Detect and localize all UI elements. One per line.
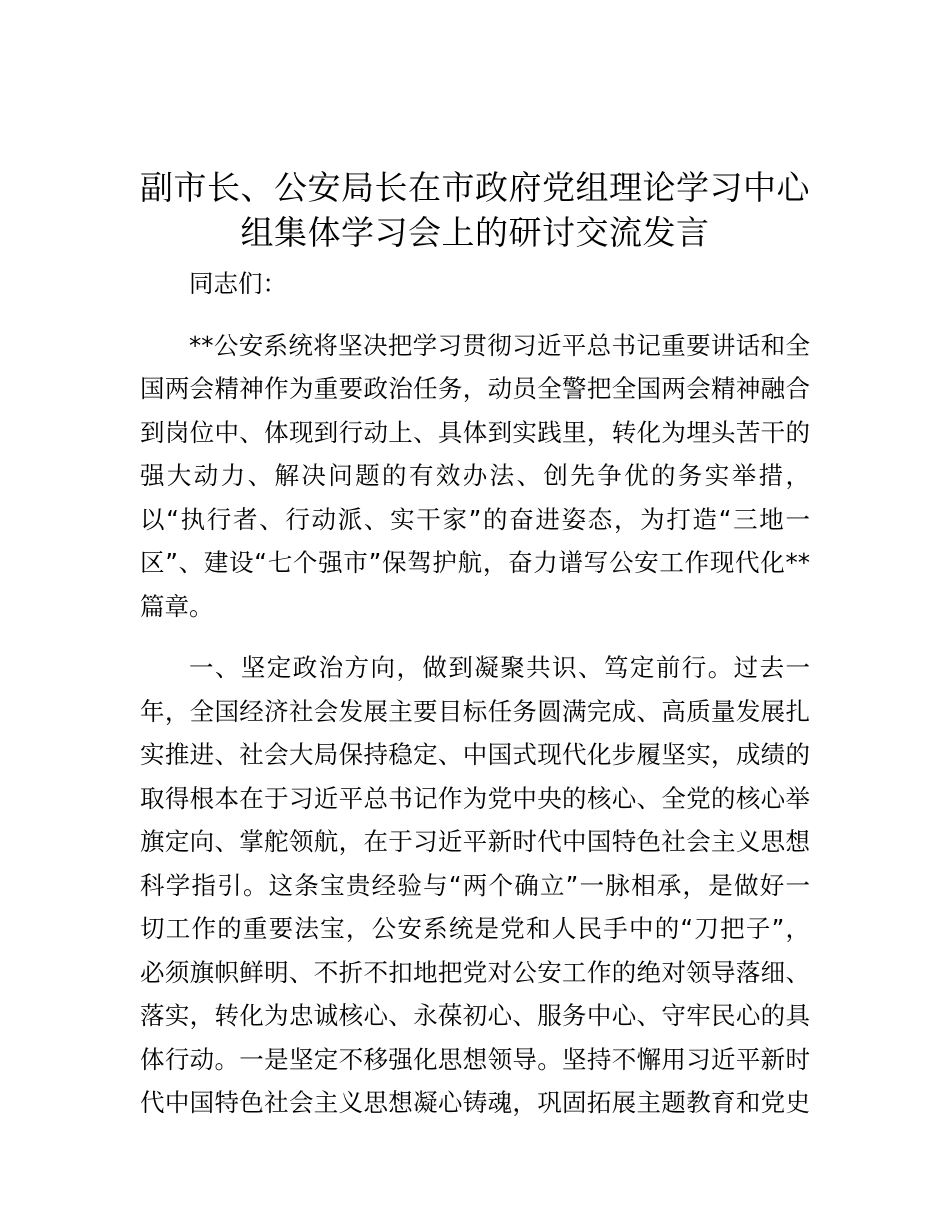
title-line-1: 副市长、公安局长在市政府党组理论学习中心 (140, 168, 810, 207)
paragraph-2-line: 旗定向、掌舵领航，在于习近平新时代中国特色社会主义思想 (140, 827, 810, 856)
paragraph-gap (140, 628, 810, 646)
paragraph-1-line: 区”、建设“七个强市”保驾护航，奋力谱写公安工作现代化** (140, 548, 810, 577)
title-line-2: 组集体学习会上的研讨交流发言 (240, 213, 710, 252)
paragraph-2-line: 切工作的重要法宝，公安系统是党和人民手中的“刀把子”， (140, 914, 810, 943)
paragraph-2-line: 科学指引。这条宝贵经验与“两个确立”一脉相承，是做好一 (140, 870, 810, 900)
salutation: 同志们： (189, 269, 287, 298)
paragraph-1-line: 到岗位中、体现到行动上、具体到实践里，转化为埋头苦干的 (140, 417, 810, 447)
paragraph-2-line: 体行动。一是坚定不移强化思想领导。坚持不懈用习近平新时 (140, 1044, 810, 1074)
document-body (140, 262, 810, 1125)
paragraph-2-line: 年，全国经济社会发展主要目标任务圆满完成、高质量发展扎 (140, 696, 810, 726)
paragraph-1-line: 强大动力、解决问题的有效办法、创先争优的务实举措， (140, 461, 810, 490)
paragraph-2-line: 落实，转化为忠诚核心、永葆初心、服务中心、守牢民心的具 (140, 1001, 810, 1030)
paragraph-1-line: 篇章。 (140, 591, 214, 621)
paragraph-gap (140, 306, 810, 324)
paragraph-1-line: 国两会精神作为重要政治任务，动员全警把全国两会精神融合 (140, 374, 810, 403)
paragraph-2-line: 实推进、社会大局保持稳定、中国式现代化步履坚实，成绩的 (140, 740, 810, 769)
paragraph-1-line: 以“执行者、行动派、实干家”的奋进姿态，为打造“三地一 (140, 504, 810, 534)
paragraph-2-line: 代中国特色社会主义思想凝心铸魂，巩固拓展主题教育和党史 (140, 1088, 810, 1117)
paragraph-1-line: **公安系统将坚决把学习贯彻习近平总书记重要讲话和全 (189, 330, 810, 360)
paragraph-2-line: 取得根本在于习近平总书记作为党中央的核心、全党的核心举 (140, 783, 810, 813)
paragraph-2-line: 必须旗帜鲜明、不折不扣地把党对公安工作的绝对领导落细、 (140, 957, 810, 987)
paragraph-2-line: 一、坚定政治方向，做到凝聚共识、笃定前行。过去一 (189, 653, 810, 682)
paragraph-1 (140, 324, 810, 629)
paragraph-2 (140, 646, 810, 1125)
document-title (140, 165, 810, 255)
